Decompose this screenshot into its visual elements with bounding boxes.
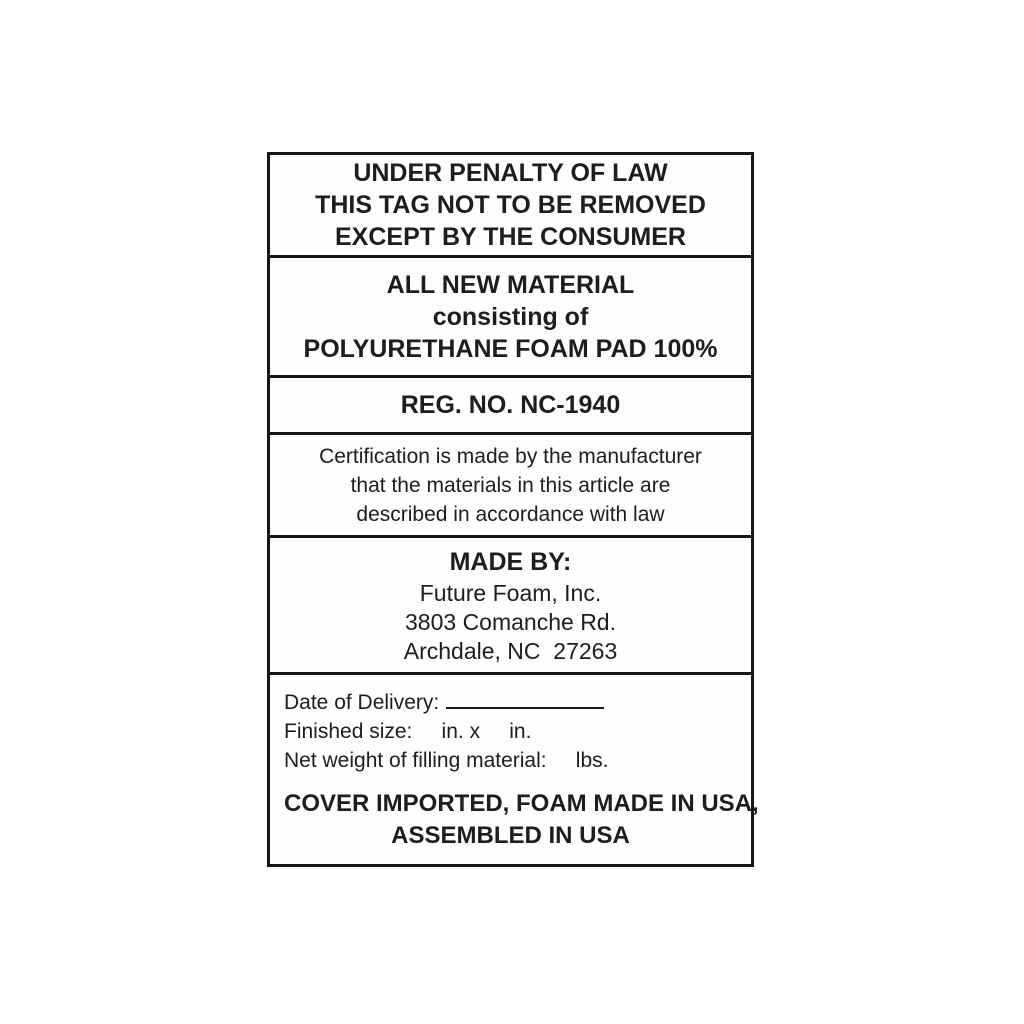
material-line: ALL NEW MATERIAL xyxy=(386,270,635,299)
manufacturer-street: 3803 Comanche Rd. xyxy=(405,608,616,635)
net-weight-line: Net weight of filling material: lbs. xyxy=(284,749,609,772)
registration-number-section xyxy=(270,378,751,435)
finished-size-line: Finished size: in. x in. xyxy=(284,720,532,743)
material-line: consisting of xyxy=(432,302,589,331)
certification-line: that the materials in this article are xyxy=(350,473,671,497)
fill-details-section xyxy=(270,675,759,864)
made-by-heading: MADE BY: xyxy=(449,547,572,576)
material-line: POLYURETHANE FOAM PAD 100% xyxy=(303,334,718,363)
manufacturer-name: Future Foam, Inc. xyxy=(419,579,602,606)
made-by-section xyxy=(270,538,751,675)
certification-line: Certification is made by the manufacturer xyxy=(319,444,702,468)
fill-details-block xyxy=(284,687,737,775)
law-tag-label xyxy=(267,152,759,867)
date-of-delivery-label: Date of Delivery: xyxy=(284,691,440,714)
registration-number: REG. NO. NC-1940 xyxy=(400,391,621,419)
penalty-notice-section xyxy=(270,155,751,258)
origin-line: COVER IMPORTED, FOAM MADE IN USA, xyxy=(284,790,759,817)
penalty-line: EXCEPT BY THE CONSUMER xyxy=(335,223,686,251)
manufacturer-city: Archdale, NC 27263 xyxy=(403,637,618,664)
penalty-line: UNDER PENALTY OF LAW xyxy=(353,159,668,187)
origin-statement-block xyxy=(284,788,759,854)
certification-line: described in accordance with law xyxy=(356,502,665,526)
origin-line: ASSEMBLED IN USA xyxy=(391,822,630,849)
date-of-delivery-blank xyxy=(446,687,604,709)
penalty-line: THIS TAG NOT TO BE REMOVED xyxy=(315,191,706,219)
certification-section xyxy=(270,435,751,538)
date-of-delivery-line xyxy=(284,687,737,717)
material-section xyxy=(270,258,751,378)
